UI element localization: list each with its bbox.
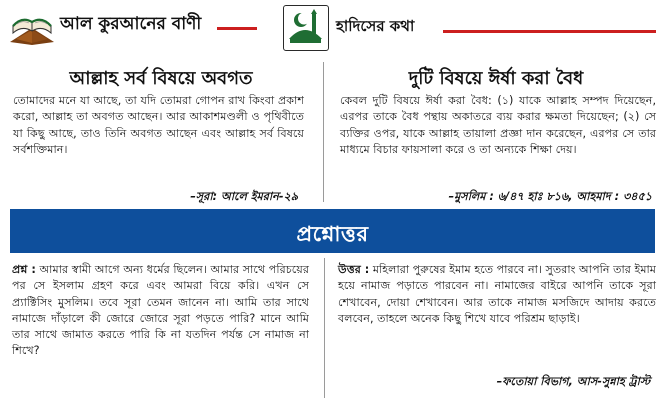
- answer-label: উত্তর :: [338, 263, 370, 276]
- hadith-title-rule: [443, 30, 656, 33]
- answer-block: [338, 262, 656, 327]
- quran-section-title: আল কুরআনের বাণী: [60, 14, 202, 34]
- qa-banner-title: প্রশ্নোত্তর: [296, 222, 369, 246]
- hadith-body: কেবল দুটি বিষয়ে ঈর্ষা করা বৈধ: (১) যাকে আল্লাহ সম্পদ দিয়েছেন, এরপর তাকে বৈধ পন্থায় অকাতরে ব্যয় করার ক্ষমতা দিয়েছেন; (২) সে ব্যক্তির ওপর, যাকে আল্লাহ তায়ালা প্রজ্ঞা দান করেছেন, এরপর সে তার মাধ্যমে বিচার ফায়সালা করে ও তা অন্যকে শিক্ষা দেয়।: [340, 94, 656, 156]
- column-divider-top: [323, 62, 324, 202]
- hadith-citation: –মুসলিম : ৬/৪৭ হাঃ ৮১৬, আহমাদ : ৩৪৫১: [448, 190, 652, 203]
- answer-citation: –ফতোয়া বিভাগ, আস-সুন্নাহ ট্রাস্ট: [496, 375, 650, 388]
- quran-book-icon: [6, 6, 58, 46]
- quran-citation: –সূরা: আলে ইমরান-২৯: [190, 190, 298, 203]
- quran-body: তোমাদের মনে যা আছে, তা যদি তোমরা গোপন রাখ কিংবা প্রকাশ করো, আল্লাহ তা অবগত আছেন। আর আকাশমণ্ডলী ও পৃথিবীতে যা কিছু আছে, তাও তিনি অবগত আছেন এবং আল্লাহ সর্ব বিষয়ে সর্বশক্তিমান।: [13, 94, 304, 156]
- question-block: [12, 262, 309, 360]
- hadith-section-title: হাদিসের কথা: [336, 17, 415, 35]
- answer-text: মহিলারা পুরুষের ইমাম হতে পারবে না। সুতরাং আপনি তার ইমাম হয়ে নামাজ পড়াতে পারবেন না। নামাজের বাইরে আপনি তাকে সূরা শেখাবেন, দোয়া শেখাবেন। আর তাকে নামাজ মসজিদে আদায় করতে বলবেন, তাহলে অনেক কিছু শিখে যাবে পরিশ্রম ছাড়াই।: [338, 263, 656, 325]
- quran-title-rule: [217, 27, 257, 30]
- question-text: আমার স্বামী আগে অন্য ধর্মের ছিলেন। আমার সাথে পরিচয়ের পর সে ইসলাম গ্রহণ করে এবং আমরা বিয়ে করি। এখন সে প্র্যাক্টিসিং মুসলিম। তবে সূরা তেমন জানেন না। আমি তার সাথে নামাজে দাঁড়ালে কী জোরে জোরে সূরা পড়তে পারি? মানে আমি তার সাথে জামাত করতে পারি কি না যতদিন পর্যন্ত সে নামাজ না শিখে?: [12, 263, 310, 358]
- question-label: প্রশ্ন :: [12, 263, 36, 276]
- hadith-headline: দুটি বিষয়ে ঈর্ষা করা বৈধ: [408, 68, 584, 89]
- quran-headline: আল্লাহ সর্ব বিষয়ে অবগত: [69, 68, 253, 89]
- mosque-crescent-icon: [284, 6, 327, 49]
- column-divider-bottom: [324, 258, 325, 398]
- hadith-icon-frame: [283, 5, 329, 51]
